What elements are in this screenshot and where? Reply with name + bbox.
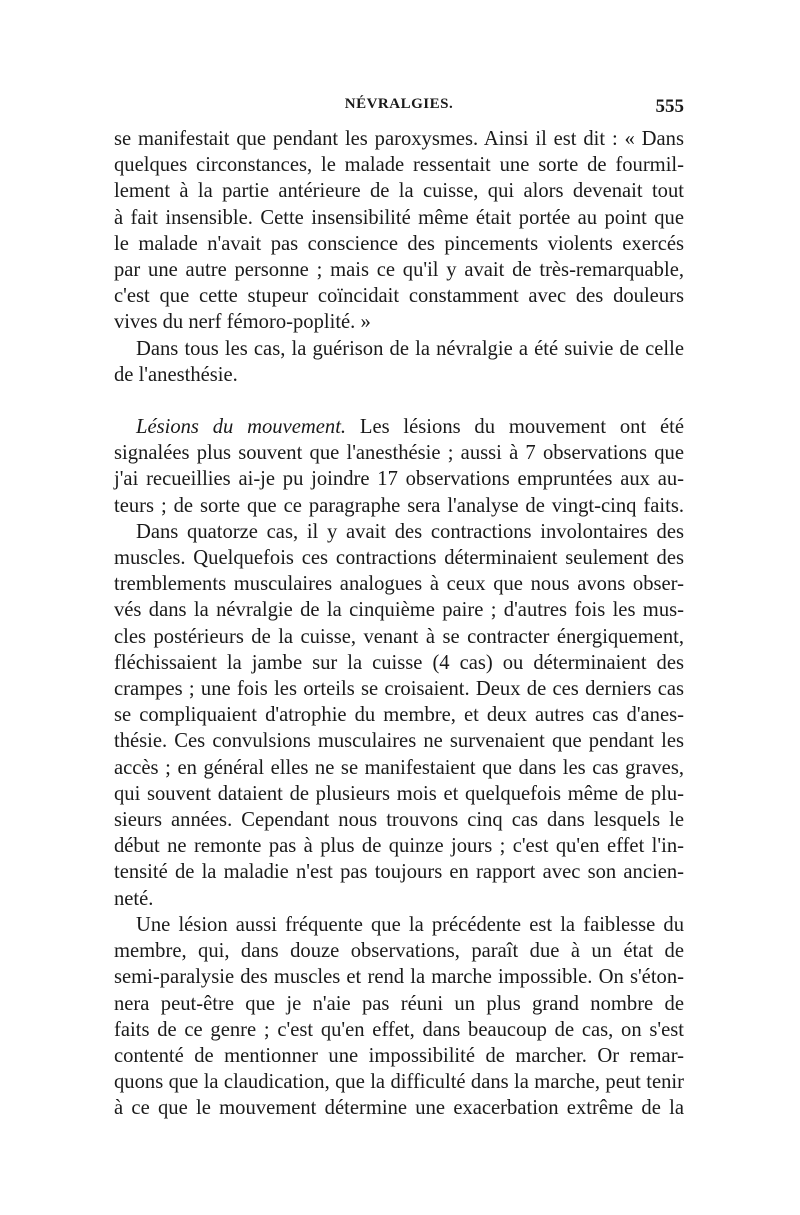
- text-line: tensité de la maladie n'est pas toujours en rapport avec son ancien-: [114, 861, 684, 884]
- text-line: se compliquaient d'atrophie du membre, et deux autres cas d'anes-: [114, 704, 684, 727]
- text-line: semi-paralysie des muscles et rend la marche impossible. On s'éton-: [114, 966, 684, 989]
- text-line: faits de ce genre ; c'est qu'en effet, dans beaucoup de cas, on s'est: [114, 1018, 684, 1041]
- page-body: [114, 126, 684, 1122]
- text-line: Dans tous les cas, la guérison de la névralgie a été suivie de celle: [136, 337, 684, 360]
- text-line: quelques circonstances, le malade ressentait une sorte de fourmil-: [114, 154, 684, 177]
- text-line: à fait insensible. Cette insensibilité même était portée au point que: [114, 206, 684, 229]
- text-line: crampes ; une fois les orteils se croisaient. Deux de ces derniers cas: [114, 678, 684, 701]
- text-line: Dans quatorze cas, il y avait des contractions involontaires des: [136, 520, 684, 543]
- paragraph: [114, 519, 684, 912]
- text-line: [114, 414, 684, 440]
- running-title: NÉVRALGIES.: [344, 96, 454, 112]
- text-line: vives du nerf fémoro-poplité. »: [114, 311, 371, 334]
- page-number: 555: [655, 96, 684, 117]
- paragraph: [114, 414, 684, 519]
- page-header: [114, 96, 684, 122]
- text-line: sieurs années. Cependant nous trouvons cinq cas dans lesquels le: [114, 809, 684, 832]
- text-line: fléchissaient la jambe sur la cuisse (4 cas) ou déterminaient des: [114, 651, 684, 674]
- text-line: vés dans la névralgie de la cinquième paire ; d'autres fois les mus-: [114, 599, 684, 622]
- paragraph: [114, 336, 684, 388]
- text-line: Une lésion aussi fréquente que la précédente est la faiblesse du: [136, 913, 684, 936]
- text-line: le malade n'avait pas conscience des pincements violents exercés: [114, 232, 684, 255]
- text-line: contenté de mentionner une impossibilité de marcher. Or remar-: [114, 1044, 684, 1067]
- text-line: cles postérieurs de la cuisse, venant à se contracter énergiquement,: [114, 625, 684, 648]
- section-lead: Lésions du mouvement.: [136, 416, 347, 439]
- text-line: à ce que le mouvement détermine une exacerbation extrême de la: [114, 1097, 684, 1120]
- text-line: j'ai recueillies ai-je pu joindre 17 observations empruntées aux au-: [114, 468, 684, 491]
- text-line: quons que la claudication, que la difficulté dans la marche, peut tenir: [114, 1071, 684, 1094]
- text-line: c'est que cette stupeur coïncidait constamment avec des douleurs: [114, 285, 684, 308]
- paragraph: [114, 126, 684, 336]
- text-line: de l'anesthésie.: [114, 363, 238, 386]
- paragraph: [114, 912, 684, 1122]
- text-line: neté.: [114, 887, 154, 910]
- text-line: membre, qui, dans douze observations, paraît due à un état de: [114, 940, 684, 963]
- text-line: accès ; en général elles ne se manifestaient que dans les cas graves,: [114, 756, 684, 779]
- text-run: Les lésions du mouvement ont été: [346, 416, 684, 439]
- text-line: début ne remonte pas à plus de quinze jours ; c'est qu'en effet l'in-: [114, 835, 684, 858]
- text-line: muscles. Quelquefois ces contractions déterminaient seulement des: [114, 547, 684, 570]
- text-line: par une autre personne ; mais ce qu'il y avait de très-remarquable,: [114, 259, 684, 282]
- text-line: qui souvent dataient de plusieurs mois et quelquefois même de plu-: [114, 782, 684, 805]
- text-line: lement à la partie antérieure de la cuisse, qui alors devenait tout: [114, 180, 684, 203]
- text-line: signalées plus souvent que l'anesthésie ; aussi à 7 observations que: [114, 442, 684, 465]
- text-line: nera peut-être que je n'aie pas réuni un plus grand nombre de: [114, 992, 684, 1015]
- text-line: teurs ; de sorte que ce paragraphe sera l'analyse de vingt-cinq faits.: [114, 494, 684, 517]
- text-line: thésie. Ces convulsions musculaires ne survenaient que pendant les: [114, 730, 684, 753]
- text-line: se manifestait que pendant les paroxysmes. Ainsi il est dit : « Dans: [114, 128, 684, 150]
- text-line: tremblements musculaires analogues à ceux que nous avons obser-: [114, 573, 684, 596]
